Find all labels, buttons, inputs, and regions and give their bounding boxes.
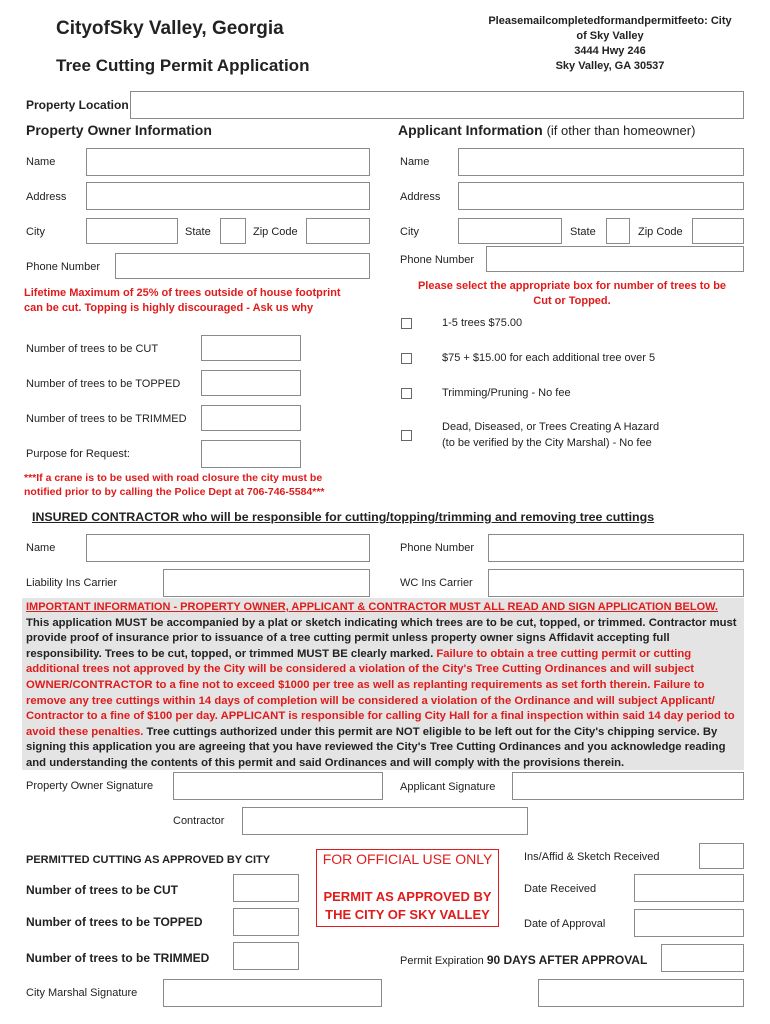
owner-name-label: Name (26, 156, 56, 168)
important-penalty-text: Failure to obtain a tree cutting permit or cutting additional trees not approved by the City will be considered a violation of the City's Tree Cutting Ordinances and will subject OWNER/CONTRACTOR to a fine not to exceed $1000 per tree as well as replanting requirements as set forth therein. Failure to remove any tree cuttings within 14 days of completion will be considered a violation of the Ordinance and will subject Applicant/ Contractor to a fine of $100 per day. APPLICANT is responsible for calling City Hall for a final inspection within said 14 day period to avoid these penalties. (26, 647, 735, 738)
property-location-field[interactable] (130, 91, 744, 119)
owner-zip-label: Zip Code (253, 226, 298, 238)
marshal-date-field[interactable] (538, 979, 744, 1007)
wc-label: WC Ins Carrier (400, 577, 473, 589)
owner-phone-label: Phone Number (26, 261, 100, 273)
fee-option-label-line2: (to be verified by the City Marshal) - No fee (442, 437, 652, 449)
permitted-heading: PERMITTED CUTTING AS APPROVED BY CITY (26, 854, 271, 866)
marshal-signature-field[interactable] (163, 979, 382, 1007)
owner-state-field[interactable] (220, 218, 246, 244)
date-approval-field[interactable] (634, 909, 744, 937)
contractor-signature-label: Contractor (173, 815, 225, 827)
applicant-phone-field[interactable] (486, 246, 744, 272)
fee-option-checkbox[interactable] (401, 388, 412, 399)
official-use-label: FOR OFFICIAL USE ONLY (322, 851, 493, 867)
applicant-city-label: City (400, 226, 419, 238)
owner-signature-field[interactable] (173, 772, 383, 800)
purpose-label: Purpose for Request: (26, 448, 130, 460)
expiration-line (400, 953, 647, 967)
city-title: CityofSky Valley, Georgia (56, 18, 284, 39)
applicant-zip-field[interactable] (692, 218, 744, 244)
applicant-address-field[interactable] (458, 182, 744, 210)
contractor-phone-label: Phone Number (400, 542, 474, 554)
fee-option-label: Dead, Diseased, or Trees Creating A Hazard (442, 421, 660, 433)
trimmed-count-field[interactable] (201, 405, 301, 431)
liability-label: Liability Ins Carrier (26, 577, 118, 589)
owner-signature-label: Property Owner Signature (26, 780, 154, 792)
official-topped-field[interactable] (233, 908, 299, 936)
mail-instructions (470, 14, 750, 74)
contractor-heading: INSURED CONTRACTOR who will be responsible for cutting/topping/trimming and removing tree cuttings (32, 510, 655, 524)
crane-note-line: notified prior to by calling the Police Dept at 706-746-5584*** (24, 486, 325, 498)
owner-address-label: Address (26, 191, 67, 203)
select-note (400, 279, 744, 309)
permit-approved-label (317, 888, 498, 924)
warning-line: Lifetime Maximum of 25% of trees outside of house footprint (24, 287, 341, 299)
cut-count-field[interactable] (201, 335, 301, 361)
select-note-line: Cut or Topped. (533, 295, 611, 307)
mail-line: 3444 Hwy 246 (574, 45, 646, 57)
date-received-label: Date Received (524, 883, 597, 895)
expiration-value: 90 DAYS AFTER APPROVAL (486, 953, 648, 967)
purpose-field[interactable] (201, 440, 301, 468)
official-cut-field[interactable] (233, 874, 299, 902)
important-text: This application MUST be accompanied by a plat or sketch indicating which trees are to be cut, topped, or trimmed. Contractor must provide proof of insurance prior to issuance of a tree cutting permit unless property owner signs Affidavit accepting full responsibility. Trees to be cut, topped, or trimmed MUST BE clearly marked. (26, 616, 737, 660)
applicant-heading-wrap (398, 122, 695, 138)
contractor-signature-field[interactable] (242, 807, 528, 835)
owner-city-field[interactable] (86, 218, 178, 244)
mail-line: of Sky Valley (576, 30, 644, 42)
applicant-state-label: State (570, 226, 596, 238)
permit-approved-line: PERMIT AS APPROVED BY (323, 889, 492, 904)
marshal-signature-label: City Marshal Signature (26, 987, 138, 999)
applicant-heading-note: (if other than homeowner) (546, 123, 696, 138)
date-received-field[interactable] (634, 874, 744, 902)
wc-field[interactable] (488, 569, 744, 597)
ins-affid-label: Ins/Affid & Sketch Received (524, 851, 660, 863)
cut-count-label: Number of trees to be CUT (26, 343, 159, 355)
owner-address-field[interactable] (86, 182, 370, 210)
official-use-box (316, 849, 499, 927)
contractor-name-label: Name (26, 542, 56, 554)
owner-phone-field[interactable] (115, 253, 370, 279)
contractor-name-field[interactable] (86, 534, 370, 562)
fee-option-checkbox[interactable] (401, 318, 412, 329)
owner-state-label: State (185, 226, 211, 238)
official-cut-label: Number of trees to be CUT (26, 883, 179, 897)
fee-option-label: $75 + $15.00 for each additional tree over 5 (442, 352, 656, 364)
warning-line: can be cut. Topping is highly discouraged - Ask us why (24, 302, 314, 314)
applicant-signature-field[interactable] (512, 772, 744, 800)
permit-approved-line: THE CITY OF SKY VALLEY (325, 907, 490, 922)
select-note-line: Please select the appropriate box for number of trees to be (417, 280, 727, 292)
applicant-city-field[interactable] (458, 218, 562, 244)
applicant-heading: Applicant Information (398, 122, 543, 138)
lifetime-warning (24, 286, 341, 316)
owner-zip-field[interactable] (306, 218, 370, 244)
official-trimmed-field[interactable] (233, 942, 299, 970)
owner-heading: Property Owner Information (26, 122, 212, 138)
property-location-label: Property Location (26, 98, 129, 112)
applicant-name-label: Name (400, 156, 430, 168)
date-approval-label: Date of Approval (524, 918, 606, 930)
official-topped-label: Number of trees to be TOPPED (26, 915, 203, 929)
applicant-zip-label: Zip Code (638, 226, 683, 238)
mail-line: Pleasemailcompletedformandpermitfeeto: City (488, 15, 732, 27)
mail-line: Sky Valley, GA 30537 (555, 60, 665, 72)
applicant-name-field[interactable] (458, 148, 744, 176)
form-title: Tree Cutting Permit Application (56, 56, 310, 75)
topped-count-field[interactable] (201, 370, 301, 396)
important-text: Tree cuttings authorized under this permit are NOT eligible to be left out for the City's chipping service. By signing this application you are agreeing that you have reviewed the City's Tree Cutting Ordinances and you acknowledge reading and understanding the contents of this permit and said Ordinances and will comply with the provisions therein. (26, 725, 726, 769)
fee-option-label: Trimming/Pruning - No fee (442, 387, 571, 399)
important-info-panel (22, 598, 744, 770)
ins-affid-field[interactable] (699, 843, 744, 869)
applicant-phone-label: Phone Number (400, 254, 474, 266)
topped-count-label: Number of trees to be TOPPED (26, 378, 181, 390)
expiration-label: Permit Expiration (400, 955, 484, 967)
crane-note (24, 471, 325, 499)
contractor-phone-field[interactable] (488, 534, 744, 562)
owner-city-label: City (26, 226, 45, 238)
trimmed-count-label: Number of trees to be TRIMMED (26, 413, 187, 425)
fee-option-checkbox[interactable] (401, 430, 412, 441)
crane-note-line: ***If a crane is to be used with road closure the city must be (24, 472, 323, 484)
applicant-address-label: Address (400, 191, 441, 203)
owner-name-field[interactable] (86, 148, 370, 176)
fee-option-checkbox[interactable] (401, 353, 412, 364)
applicant-state-field[interactable] (606, 218, 630, 244)
official-trimmed-label: Number of trees to be TRIMMED (26, 951, 210, 965)
important-heading: IMPORTANT INFORMATION - PROPERTY OWNER, APPLICANT & CONTRACTOR MUST ALL READ AND SIGN APPLICATION BELOW. (26, 601, 718, 613)
expiration-field[interactable] (661, 944, 744, 972)
applicant-signature-label: Applicant Signature (400, 781, 496, 793)
fee-option-label: 1-5 trees $75.00 (442, 317, 523, 329)
liability-field[interactable] (163, 569, 370, 597)
